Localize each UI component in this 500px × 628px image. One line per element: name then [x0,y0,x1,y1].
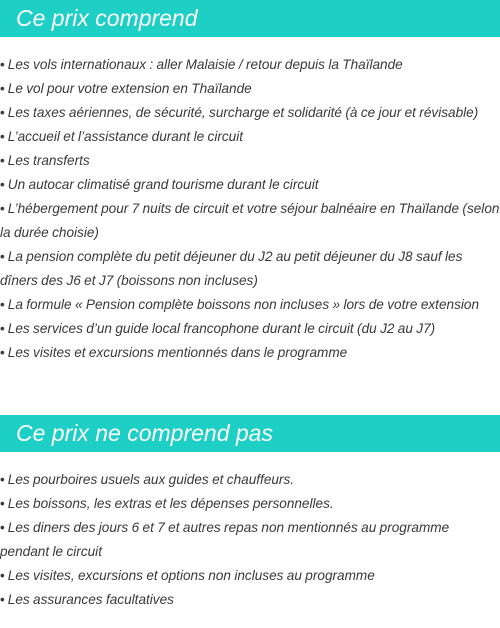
bullet-icon: • [0,177,5,192]
bullet-icon: • [0,57,5,72]
list-item: • Les pourboires usuels aux guides et chauffeurs. [0,472,295,487]
included-list [0,53,500,365]
list-item: • Les visites, excursions et options non incluses au programme [0,568,375,583]
included-section-title: Ce prix comprend [0,0,500,37]
list-item: • Les diners des jours 6 et 7 et autres repas non mentionnés au programme pendant le circuit [0,520,450,559]
list-item: • La pension complète du petit déjeuner du J2 au petit déjeuner du J8 sauf les dîners des J6 et J7 (boissons non incluses) [0,249,463,288]
list-item: • Les vols internationaux : aller Malaisie / retour depuis la Thaïlande [0,57,403,72]
bullet-icon: • [0,520,5,535]
list-item: • Les taxes aériennes, de sécurité, surcharge et solidarité (à ce jour et révisable) [0,105,479,120]
bullet-icon: • [0,249,5,264]
bullet-icon: • [0,496,5,511]
list-item: • Le vol pour votre extension en Thaïlande [0,81,252,96]
bullet-icon: • [0,105,5,120]
bullet-icon: • [0,153,5,168]
bullet-icon: • [0,321,5,336]
list-item: • L’hébergement pour 7 nuits de circuit et votre séjour balnéaire en Thaïlande (selon la durée choisie) [0,201,500,240]
list-item: • Les visites et excursions mentionnés dans le programme [0,345,348,360]
list-item: • Les assurances facultatives [0,592,174,607]
excluded-list [0,468,500,612]
list-item: • Les services d’un guide local francophone durant le circuit (du J2 au J7) [0,321,436,336]
excluded-section-title: Ce prix ne comprend pas [0,415,500,452]
bullet-icon: • [0,472,5,487]
bullet-icon: • [0,129,5,144]
list-item: • Un autocar climatisé grand tourisme durant le circuit [0,177,319,192]
list-item: • Les boissons, les extras et les dépenses personnelles. [0,496,334,511]
bullet-icon: • [0,297,5,312]
bullet-icon: • [0,568,5,583]
bullet-icon: • [0,345,5,360]
bullet-icon: • [0,201,5,216]
list-item: • La formule « Pension complète boissons non incluses » lors de votre extension [0,297,480,312]
list-item: • Les transferts [0,153,90,168]
bullet-icon: • [0,81,5,96]
bullet-icon: • [0,592,5,607]
list-item: • L’accueil et l’assistance durant le circuit [0,129,244,144]
